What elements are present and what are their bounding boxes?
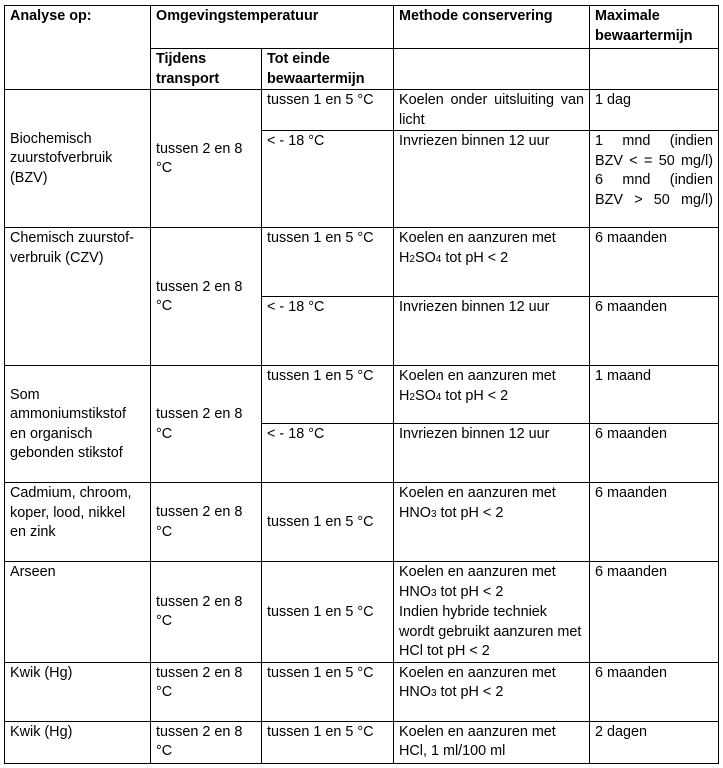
method-line (399, 504, 584, 525)
transport-cell: tussen 2 en 8 °C (151, 562, 262, 663)
analyse-cell: Kwik (Hg) (5, 662, 151, 721)
term-line: 1 mnd (indien BZV < = 50 mg/l) (595, 133, 713, 169)
method-line (399, 683, 584, 704)
method-line: Koelen en aanzuren met (399, 564, 556, 580)
term-cell: 1 maand (590, 366, 719, 424)
term-cell: 1 dag (590, 90, 719, 131)
analyse-cell: Kwik (Hg) (5, 721, 151, 763)
formula-part: tot pH < 2 (441, 387, 509, 404)
term-line: 6 mnd (indien BZV > 50 mg/l) (595, 172, 713, 208)
temperature-cell: tussen 1 en 5 °C (262, 228, 394, 297)
method-cell: Invriezen binnen 12 uur (394, 297, 590, 366)
term-cell: 6 maanden (590, 562, 719, 663)
method-cell: Invriezen binnen 12 uur (394, 131, 590, 228)
table-row (5, 483, 719, 562)
header-tijdens-transport: Tijdens transport (151, 49, 262, 90)
term-cell: 6 maanden (590, 424, 719, 483)
transport-cell: tussen 2 en 8 °C (151, 366, 262, 483)
method-line: Koelen en aanzuren met (399, 368, 556, 384)
method-cell: Koelen onder uitsluiting van licht (394, 90, 590, 131)
term-cell: 2 dagen (590, 721, 719, 763)
formula-subscript: 3 (430, 688, 437, 699)
formula-subscript: 2 (409, 253, 415, 265)
method-line: Koelen en aanzuren met (399, 664, 556, 681)
formula-part: HNO (399, 504, 431, 521)
header-empty-bewaar (590, 49, 719, 90)
conservation-table (4, 5, 719, 764)
table-row (5, 228, 719, 297)
table-row (5, 90, 719, 131)
term-cell: 6 maanden (590, 662, 719, 721)
temperature-cell: tussen 1 en 5 °C (262, 366, 394, 424)
header-analyse: Analyse op: (5, 6, 151, 90)
method-line: Koelen en aanzuren met (399, 230, 556, 246)
table-row (5, 366, 719, 424)
header-methode: Methode conservering (394, 6, 590, 49)
temperature-cell: tussen 1 en 5 °C (262, 721, 394, 763)
header-omgevingstemperatuur: Omgevingstemperatuur (151, 6, 394, 49)
analyse-cell: Som ammoniumstikstof en organisch gebonden stikstof (5, 366, 151, 483)
formula-part: tot pH < 2 (436, 504, 504, 521)
term-cell (590, 131, 719, 228)
term-cell: 6 maanden (590, 483, 719, 562)
formula-part: H (399, 249, 410, 266)
formula-part: HNO (399, 583, 431, 600)
method-cell (394, 366, 590, 424)
formula-subscript: 4 (435, 253, 442, 265)
temperature-cell: tussen 1 en 5 °C (262, 562, 394, 663)
method-line: Indien hybride techniek wordt gebruikt aanzuren met HCl tot pH < 2 (399, 604, 582, 659)
formula-subscript: 3 (430, 587, 437, 599)
analyse-cell: Chemisch zuurstof-verbruik (CZV) (5, 228, 151, 366)
header-bewaartermijn: Maximale bewaartermijn (590, 6, 719, 49)
temperature-cell: < - 18 °C (262, 297, 394, 366)
temperature-cell: < - 18 °C (262, 424, 394, 483)
table-row (5, 721, 719, 763)
method-line (399, 387, 584, 408)
formula-part: tot pH < 2 (436, 684, 504, 700)
formula-part: H (399, 387, 410, 404)
transport-cell: tussen 2 en 8 °C (151, 662, 262, 721)
table-row (5, 562, 719, 663)
header-empty-methode (394, 49, 590, 90)
method-line: Koelen en aanzuren met (399, 485, 556, 501)
transport-cell: tussen 2 en 8 °C (151, 228, 262, 366)
analyse-cell: Biochemisch zuurstofverbruik (BZV) (5, 90, 151, 228)
transport-cell: tussen 2 en 8 °C (151, 483, 262, 562)
analyse-cell: Arseen (5, 562, 151, 663)
header-tot-einde: Tot einde bewaartermijn (262, 49, 394, 90)
formula-subscript: 4 (435, 391, 442, 403)
formula-part: tot pH < 2 (441, 249, 509, 266)
method-line: Koelen en aanzuren met (399, 723, 556, 740)
formula-part: HNO (399, 684, 431, 700)
temperature-cell: tussen 1 en 5 °C (262, 662, 394, 721)
method-line (399, 249, 584, 270)
table-row (5, 662, 719, 721)
method-cell (394, 662, 590, 721)
formula-subscript: 3 (430, 508, 437, 520)
temperature-cell: < - 18 °C (262, 131, 394, 228)
analyse-cell: Cadmium, chroom, koper, lood, nikkel en zink (5, 483, 151, 562)
header-row (5, 6, 719, 49)
formula-subscript: 2 (409, 391, 415, 403)
method-cell (394, 483, 590, 562)
formula-part: SO (414, 249, 436, 266)
method-line: HCl, 1 ml/100 ml (399, 743, 506, 759)
transport-cell: tussen 2 en 8 °C (151, 90, 262, 228)
formula-part: SO (414, 387, 436, 404)
formula-part: tot pH < 2 (436, 583, 504, 600)
transport-cell: tussen 2 en 8 °C (151, 721, 262, 763)
method-cell (394, 562, 590, 663)
term-cell: 6 maanden (590, 228, 719, 297)
temperature-cell: tussen 1 en 5 °C (262, 483, 394, 562)
temperature-cell: tussen 1 en 5 °C (262, 90, 394, 131)
method-cell: Invriezen binnen 12 uur (394, 424, 590, 483)
term-cell: 6 maanden (590, 297, 719, 366)
method-line (399, 583, 584, 604)
method-cell (394, 721, 590, 763)
method-cell (394, 228, 590, 297)
